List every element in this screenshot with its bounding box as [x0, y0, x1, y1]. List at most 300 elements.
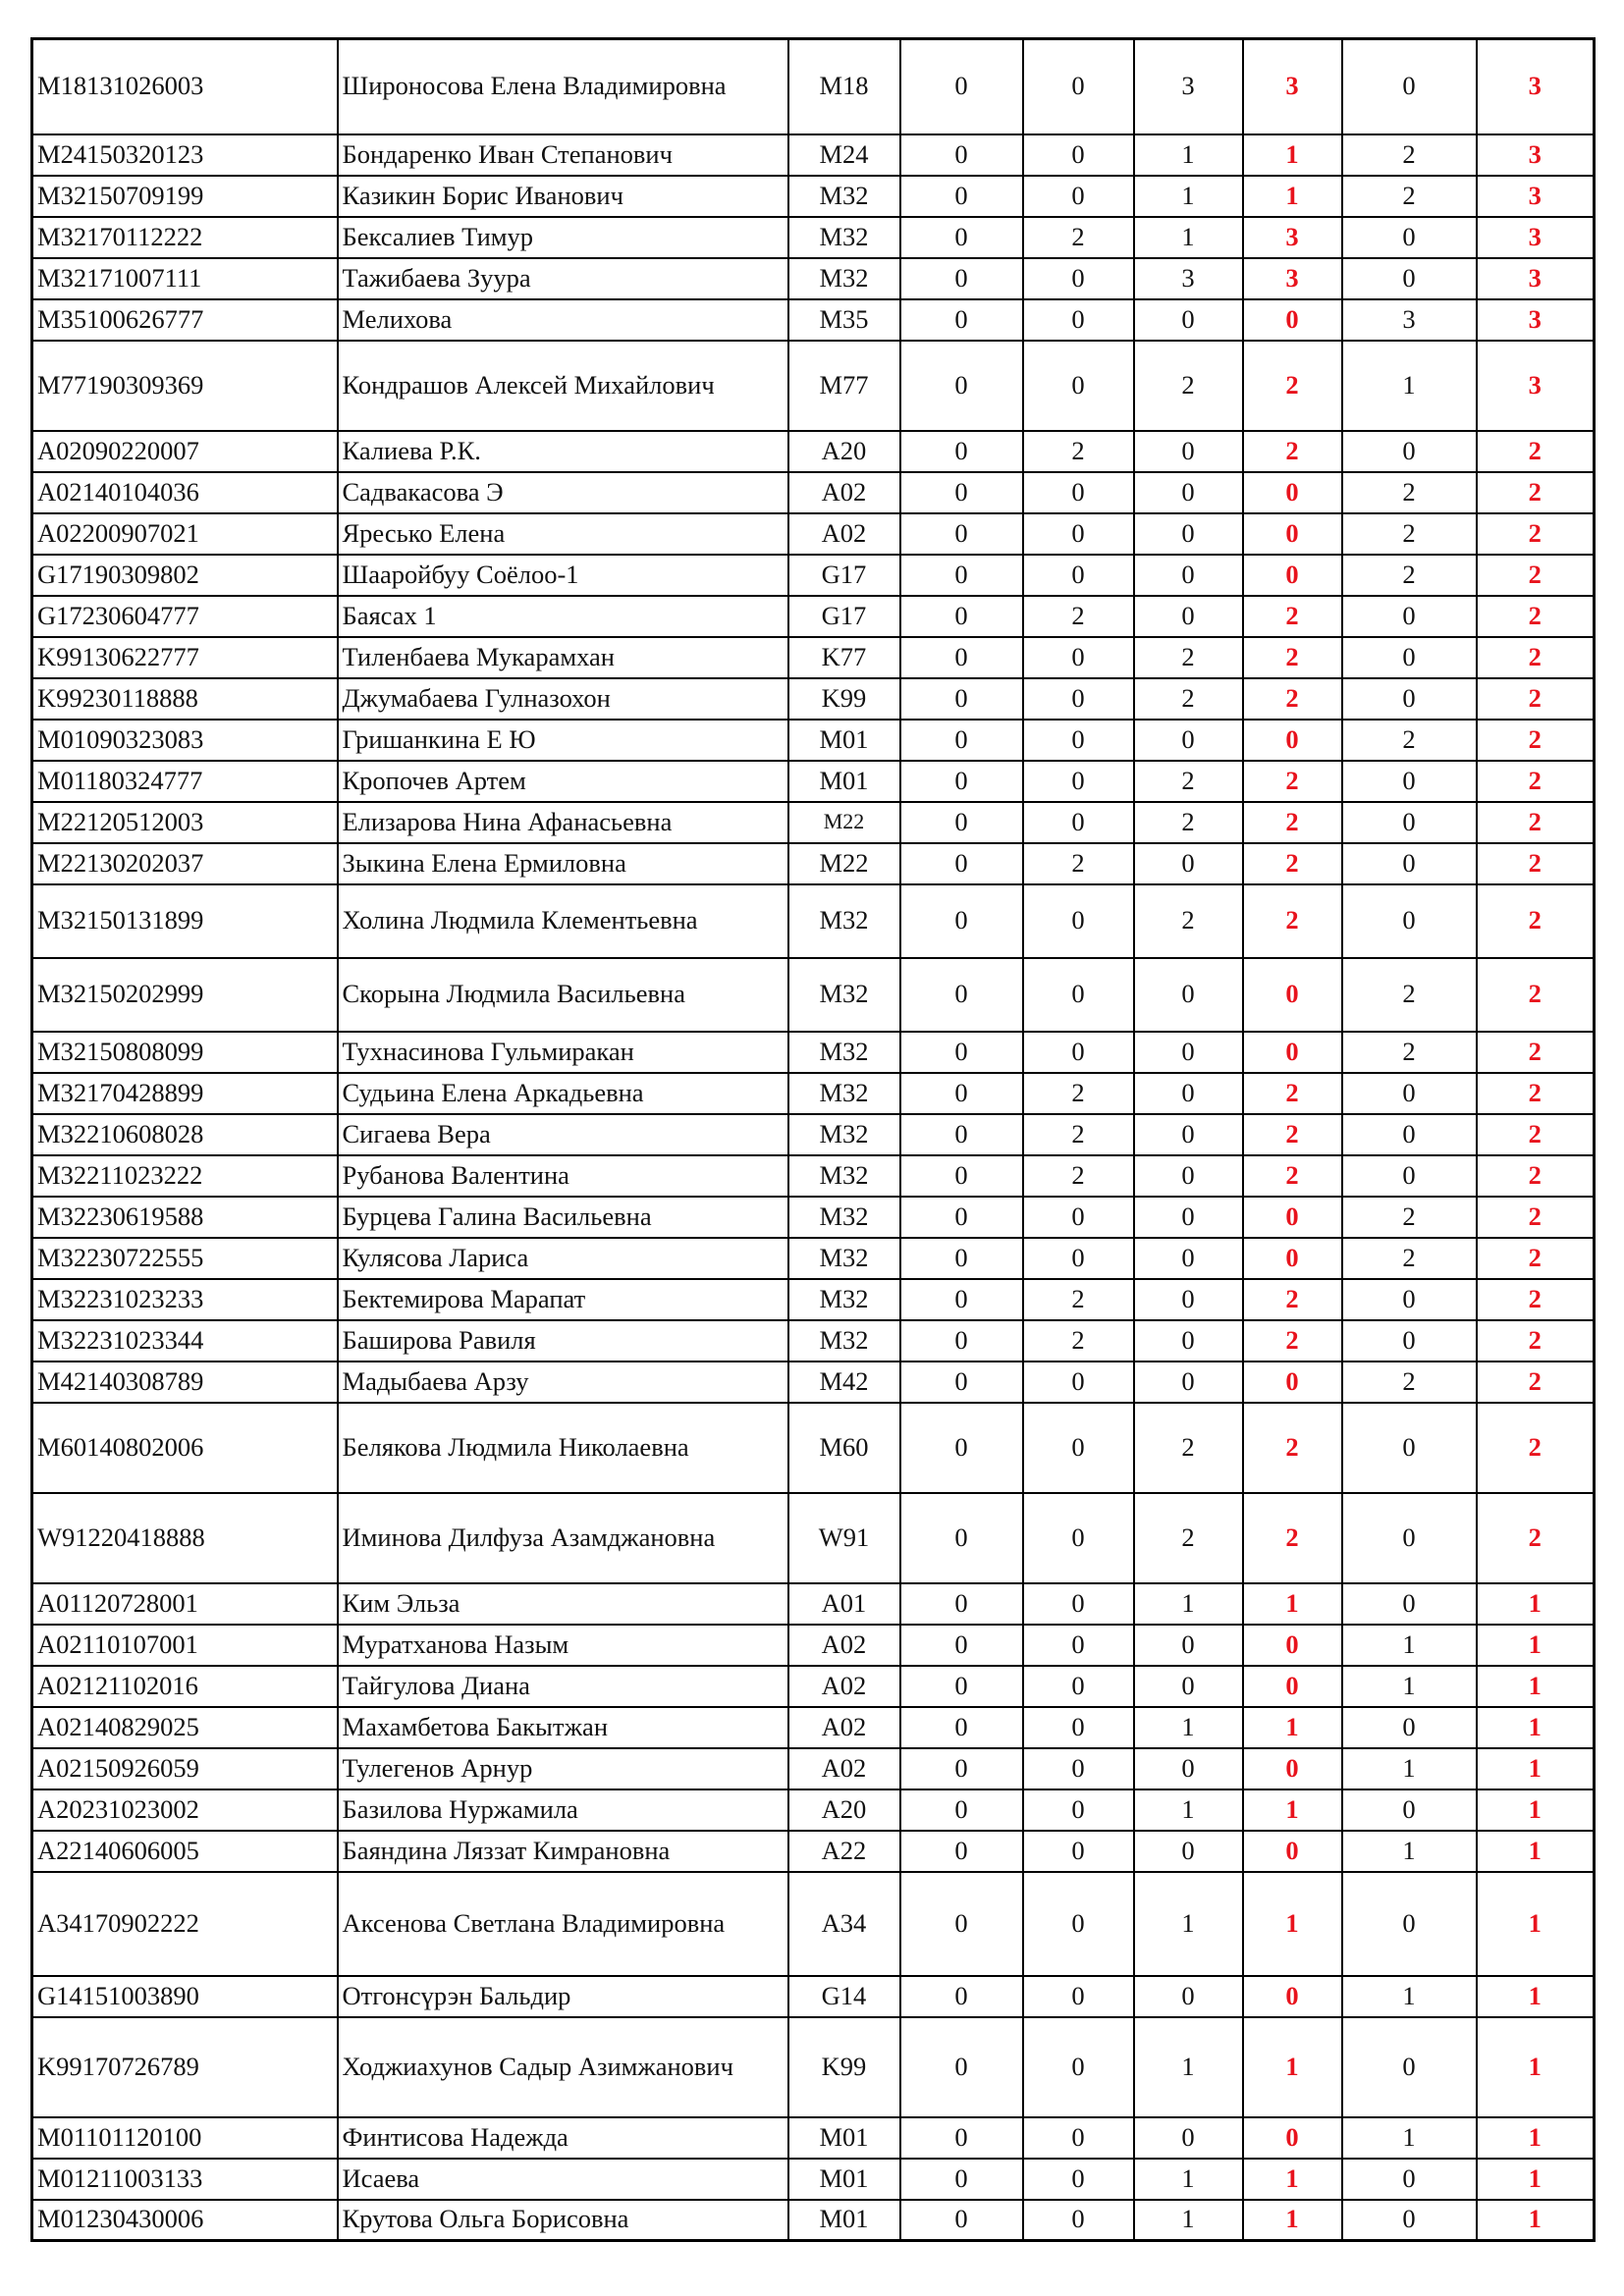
score-3: 2 [1134, 1403, 1243, 1493]
region-code: M32 [788, 1238, 900, 1279]
score-2: 0 [1023, 2159, 1134, 2200]
region-code: A02 [788, 1625, 900, 1666]
score-3: 3 [1134, 39, 1243, 134]
score-1: 0 [900, 761, 1023, 802]
participant-name: Кондрашов Алексей Михайлович [338, 341, 788, 431]
region-code: K99 [788, 678, 900, 720]
participant-code: M60140802006 [32, 1403, 338, 1493]
total: 3 [1477, 39, 1595, 134]
table-row [32, 1279, 1595, 1320]
score-5: 0 [1342, 2017, 1477, 2117]
total: 1 [1477, 1872, 1595, 1976]
participant-name: Холина Людмила Клементьевна [338, 884, 788, 958]
score-2: 0 [1023, 39, 1134, 134]
region-code: M32 [788, 1279, 900, 1320]
region-code: M32 [788, 1073, 900, 1114]
participant-code: M32171007111 [32, 258, 338, 299]
total: 2 [1477, 1155, 1595, 1197]
table-row [32, 1032, 1595, 1073]
subtotal: 2 [1243, 1279, 1342, 1320]
table-row [32, 1493, 1595, 1583]
participant-code: A02121102016 [32, 1666, 338, 1707]
total: 2 [1477, 761, 1595, 802]
score-3: 1 [1134, 217, 1243, 258]
score-5: 2 [1342, 1238, 1477, 1279]
score-2: 0 [1023, 720, 1134, 761]
participant-name: Гришанкина Е Ю [338, 720, 788, 761]
score-3: 2 [1134, 341, 1243, 431]
score-2: 2 [1023, 1073, 1134, 1114]
participant-name: Скорына Людмила Васильевна [338, 958, 788, 1032]
score-1: 0 [900, 1493, 1023, 1583]
score-2: 2 [1023, 431, 1134, 472]
total: 1 [1477, 1666, 1595, 1707]
table-row [32, 2117, 1595, 2159]
subtotal: 1 [1243, 134, 1342, 176]
score-1: 0 [900, 1197, 1023, 1238]
participant-code: G17230604777 [32, 596, 338, 637]
participant-code: M32231023344 [32, 1320, 338, 1362]
subtotal: 2 [1243, 341, 1342, 431]
participant-code: A02090220007 [32, 431, 338, 472]
score-3: 1 [1134, 1707, 1243, 1748]
participant-code: A34170902222 [32, 1872, 338, 1976]
subtotal: 3 [1243, 39, 1342, 134]
total: 2 [1477, 678, 1595, 720]
score-1: 0 [900, 2159, 1023, 2200]
table-row [32, 843, 1595, 884]
participant-name: Финтисова Надежда [338, 2117, 788, 2159]
score-3: 0 [1134, 2117, 1243, 2159]
table-row [32, 1872, 1595, 1976]
subtotal: 0 [1243, 958, 1342, 1032]
participant-name: Баширова Равиля [338, 1320, 788, 1362]
participant-name: Бурцева Галина Васильевна [338, 1197, 788, 1238]
region-code: M32 [788, 176, 900, 217]
region-code: M01 [788, 2200, 900, 2241]
score-2: 0 [1023, 176, 1134, 217]
score-1: 0 [900, 431, 1023, 472]
table-row [32, 761, 1595, 802]
score-5: 1 [1342, 1976, 1477, 2017]
table-row [32, 431, 1595, 472]
subtotal: 2 [1243, 1073, 1342, 1114]
score-1: 0 [900, 39, 1023, 134]
score-2: 0 [1023, 637, 1134, 678]
score-2: 0 [1023, 2117, 1134, 2159]
score-3: 0 [1134, 1976, 1243, 2017]
total: 2 [1477, 1362, 1595, 1403]
total: 3 [1477, 258, 1595, 299]
participant-name: Тухнасинова Гульмиракан [338, 1032, 788, 1073]
region-code: K77 [788, 637, 900, 678]
score-2: 0 [1023, 1238, 1134, 1279]
participant-code: M22120512003 [32, 802, 338, 843]
score-5: 0 [1342, 1493, 1477, 1583]
score-1: 0 [900, 1666, 1023, 1707]
participant-code: A02140104036 [32, 472, 338, 513]
region-code: M01 [788, 2159, 900, 2200]
total: 2 [1477, 1403, 1595, 1493]
score-5: 2 [1342, 1197, 1477, 1238]
table-row [32, 1831, 1595, 1872]
participant-code: M01230430006 [32, 2200, 338, 2241]
score-1: 0 [900, 720, 1023, 761]
score-2: 0 [1023, 958, 1134, 1032]
score-2: 0 [1023, 258, 1134, 299]
region-code: M32 [788, 1197, 900, 1238]
score-3: 0 [1134, 472, 1243, 513]
table-row [32, 1197, 1595, 1238]
score-2: 0 [1023, 513, 1134, 555]
score-3: 0 [1134, 1032, 1243, 1073]
total: 2 [1477, 720, 1595, 761]
score-1: 0 [900, 2200, 1023, 2241]
participant-name: Джумабаева Гулназохон [338, 678, 788, 720]
region-code: M32 [788, 1114, 900, 1155]
region-code: M24 [788, 134, 900, 176]
subtotal: 2 [1243, 1403, 1342, 1493]
total: 1 [1477, 1707, 1595, 1748]
total: 1 [1477, 2017, 1595, 2117]
score-3: 1 [1134, 2017, 1243, 2117]
score-3: 0 [1134, 1197, 1243, 1238]
score-1: 0 [900, 596, 1023, 637]
total: 2 [1477, 884, 1595, 958]
table-row [32, 1666, 1595, 1707]
score-1: 0 [900, 1114, 1023, 1155]
score-2: 0 [1023, 1032, 1134, 1073]
score-5: 0 [1342, 2200, 1477, 2241]
score-1: 0 [900, 1625, 1023, 1666]
score-3: 0 [1134, 1625, 1243, 1666]
score-1: 0 [900, 472, 1023, 513]
participant-name: Ким Эльза [338, 1583, 788, 1625]
subtotal: 2 [1243, 1493, 1342, 1583]
table-row [32, 1707, 1595, 1748]
score-3: 2 [1134, 1493, 1243, 1583]
table-row [32, 1748, 1595, 1789]
table-row [32, 678, 1595, 720]
participant-name: Баяндина Ляззат Кимрановна [338, 1831, 788, 1872]
score-3: 0 [1134, 431, 1243, 472]
score-5: 3 [1342, 299, 1477, 341]
participant-name: Бондаренко Иван Степанович [338, 134, 788, 176]
subtotal: 2 [1243, 637, 1342, 678]
results-table-body [32, 39, 1595, 2241]
participant-code: M32150709199 [32, 176, 338, 217]
region-code: A02 [788, 1748, 900, 1789]
subtotal: 1 [1243, 1872, 1342, 1976]
table-row [32, 39, 1595, 134]
score-5: 0 [1342, 1872, 1477, 1976]
score-1: 0 [900, 1155, 1023, 1197]
participant-code: M18131026003 [32, 39, 338, 134]
subtotal: 0 [1243, 513, 1342, 555]
subtotal: 2 [1243, 678, 1342, 720]
score-3: 0 [1134, 513, 1243, 555]
participant-code: M32231023233 [32, 1279, 338, 1320]
subtotal: 0 [1243, 472, 1342, 513]
score-2: 0 [1023, 134, 1134, 176]
participant-name: Судьина Елена Аркадьевна [338, 1073, 788, 1114]
score-3: 0 [1134, 1238, 1243, 1279]
region-code: M42 [788, 1362, 900, 1403]
subtotal: 2 [1243, 431, 1342, 472]
participant-code: M01211003133 [32, 2159, 338, 2200]
score-2: 0 [1023, 1831, 1134, 1872]
score-2: 0 [1023, 1493, 1134, 1583]
total: 2 [1477, 637, 1595, 678]
participant-name: Тулегенов Арнур [338, 1748, 788, 1789]
participant-code: M24150320123 [32, 134, 338, 176]
participant-name: Казикин Борис Иванович [338, 176, 788, 217]
score-2: 0 [1023, 884, 1134, 958]
participant-name: Садвакасова Э [338, 472, 788, 513]
total: 2 [1477, 431, 1595, 472]
score-1: 0 [900, 1032, 1023, 1073]
participant-name: Тиленбаева Мукарамхан [338, 637, 788, 678]
total: 3 [1477, 176, 1595, 217]
score-5: 2 [1342, 134, 1477, 176]
score-3: 0 [1134, 958, 1243, 1032]
participant-code: M32211023222 [32, 1155, 338, 1197]
participant-code: M01090323083 [32, 720, 338, 761]
table-row [32, 1403, 1595, 1493]
score-3: 0 [1134, 843, 1243, 884]
subtotal: 0 [1243, 299, 1342, 341]
score-3: 0 [1134, 1073, 1243, 1114]
participant-code: M42140308789 [32, 1362, 338, 1403]
score-1: 0 [900, 1362, 1023, 1403]
subtotal: 0 [1243, 2117, 1342, 2159]
score-1: 0 [900, 1831, 1023, 1872]
score-2: 0 [1023, 1403, 1134, 1493]
region-code: A02 [788, 1666, 900, 1707]
score-3: 0 [1134, 596, 1243, 637]
score-5: 0 [1342, 843, 1477, 884]
score-1: 0 [900, 1707, 1023, 1748]
participant-name: Белякова Людмила Николаевна [338, 1403, 788, 1493]
table-row [32, 802, 1595, 843]
participant-code: A01120728001 [32, 1583, 338, 1625]
total: 1 [1477, 2200, 1595, 2241]
participant-name: Бексалиев Тимур [338, 217, 788, 258]
region-code: W91 [788, 1493, 900, 1583]
score-1: 0 [900, 1789, 1023, 1831]
subtotal: 2 [1243, 596, 1342, 637]
score-1: 0 [900, 843, 1023, 884]
region-code: M01 [788, 720, 900, 761]
participant-code: M35100626777 [32, 299, 338, 341]
score-5: 1 [1342, 2117, 1477, 2159]
subtotal: 3 [1243, 258, 1342, 299]
score-2: 0 [1023, 341, 1134, 431]
subtotal: 1 [1243, 2200, 1342, 2241]
participant-code: K99230118888 [32, 678, 338, 720]
score-5: 2 [1342, 176, 1477, 217]
score-3: 1 [1134, 1789, 1243, 1831]
score-5: 0 [1342, 39, 1477, 134]
score-5: 0 [1342, 1320, 1477, 1362]
table-row [32, 1789, 1595, 1831]
region-code: A02 [788, 472, 900, 513]
participant-code: M01101120100 [32, 2117, 338, 2159]
participant-code: A02110107001 [32, 1625, 338, 1666]
region-code: A20 [788, 431, 900, 472]
score-5: 0 [1342, 258, 1477, 299]
subtotal: 2 [1243, 1320, 1342, 1362]
participant-code: M32230722555 [32, 1238, 338, 1279]
table-row [32, 1238, 1595, 1279]
total: 2 [1477, 1493, 1595, 1583]
subtotal: 1 [1243, 2017, 1342, 2117]
subtotal: 1 [1243, 176, 1342, 217]
score-5: 0 [1342, 1789, 1477, 1831]
region-code: G17 [788, 555, 900, 596]
region-code: M32 [788, 258, 900, 299]
table-row [32, 958, 1595, 1032]
score-1: 0 [900, 555, 1023, 596]
participant-name: Сигаева Вера [338, 1114, 788, 1155]
participant-code: M32210608028 [32, 1114, 338, 1155]
score-3: 0 [1134, 1320, 1243, 1362]
participant-name: Тайгулова Диана [338, 1666, 788, 1707]
score-5: 0 [1342, 1279, 1477, 1320]
score-1: 0 [900, 884, 1023, 958]
score-3: 2 [1134, 761, 1243, 802]
score-1: 0 [900, 1279, 1023, 1320]
score-2: 0 [1023, 1197, 1134, 1238]
score-1: 0 [900, 1976, 1023, 2017]
region-code: M22 [788, 843, 900, 884]
participant-name: Исаева [338, 2159, 788, 2200]
region-code: M01 [788, 2117, 900, 2159]
score-2: 2 [1023, 596, 1134, 637]
score-3: 3 [1134, 258, 1243, 299]
table-row [32, 2017, 1595, 2117]
subtotal: 0 [1243, 555, 1342, 596]
score-5: 0 [1342, 802, 1477, 843]
table-row [32, 2200, 1595, 2241]
participant-code: M32230619588 [32, 1197, 338, 1238]
score-3: 1 [1134, 2159, 1243, 2200]
subtotal: 0 [1243, 1238, 1342, 1279]
total: 1 [1477, 1831, 1595, 1872]
score-3: 0 [1134, 1748, 1243, 1789]
total: 2 [1477, 1032, 1595, 1073]
region-code: M32 [788, 217, 900, 258]
score-1: 0 [900, 176, 1023, 217]
total: 1 [1477, 1625, 1595, 1666]
participant-name: Аксенова Светлана Владимировна [338, 1872, 788, 1976]
participant-name: Мелихова [338, 299, 788, 341]
table-row [32, 472, 1595, 513]
total: 2 [1477, 472, 1595, 513]
participant-name: Крутова Ольга Борисовна [338, 2200, 788, 2241]
score-5: 0 [1342, 1403, 1477, 1493]
participant-name: Базилова Нуржамила [338, 1789, 788, 1831]
score-2: 0 [1023, 555, 1134, 596]
table-row [32, 637, 1595, 678]
region-code: M35 [788, 299, 900, 341]
score-1: 0 [900, 134, 1023, 176]
table-row [32, 217, 1595, 258]
total: 1 [1477, 1748, 1595, 1789]
participant-name: Широносова Елена Владимировна [338, 39, 788, 134]
subtotal: 0 [1243, 1748, 1342, 1789]
table-row [32, 1362, 1595, 1403]
score-3: 1 [1134, 1872, 1243, 1976]
score-2: 0 [1023, 1748, 1134, 1789]
subtotal: 0 [1243, 1831, 1342, 1872]
total: 2 [1477, 843, 1595, 884]
score-2: 0 [1023, 802, 1134, 843]
total: 2 [1477, 1073, 1595, 1114]
score-3: 0 [1134, 1155, 1243, 1197]
participant-code: A02200907021 [32, 513, 338, 555]
score-3: 0 [1134, 555, 1243, 596]
score-1: 0 [900, 1320, 1023, 1362]
table-row [32, 176, 1595, 217]
score-5: 0 [1342, 1114, 1477, 1155]
score-3: 2 [1134, 884, 1243, 958]
subtotal: 0 [1243, 1625, 1342, 1666]
table-row [32, 258, 1595, 299]
region-code: M32 [788, 1320, 900, 1362]
score-5: 1 [1342, 1625, 1477, 1666]
score-2: 0 [1023, 2017, 1134, 2117]
table-row [32, 134, 1595, 176]
region-code: A22 [788, 1831, 900, 1872]
total: 2 [1477, 1238, 1595, 1279]
table-row [32, 1155, 1595, 1197]
score-2: 2 [1023, 843, 1134, 884]
score-2: 2 [1023, 1320, 1134, 1362]
total: 1 [1477, 2117, 1595, 2159]
score-5: 1 [1342, 1666, 1477, 1707]
participant-code: M32150131899 [32, 884, 338, 958]
table-row [32, 720, 1595, 761]
participant-code: W91220418888 [32, 1493, 338, 1583]
region-code: K99 [788, 2017, 900, 2117]
score-1: 0 [900, 958, 1023, 1032]
participant-name: Кулясова Лариса [338, 1238, 788, 1279]
participant-code: K99130622777 [32, 637, 338, 678]
participant-code: A02150926059 [32, 1748, 338, 1789]
subtotal: 3 [1243, 217, 1342, 258]
region-code: M22 [788, 802, 900, 843]
score-5: 0 [1342, 761, 1477, 802]
score-3: 1 [1134, 176, 1243, 217]
region-code: A20 [788, 1789, 900, 1831]
participant-name: Ходжиахунов Садыр Азимжанович [338, 2017, 788, 2117]
participant-code: A02140829025 [32, 1707, 338, 1748]
subtotal: 0 [1243, 1362, 1342, 1403]
score-3: 0 [1134, 720, 1243, 761]
table-row [32, 1073, 1595, 1114]
score-1: 0 [900, 1403, 1023, 1493]
score-1: 0 [900, 217, 1023, 258]
score-5: 1 [1342, 1831, 1477, 1872]
score-1: 0 [900, 341, 1023, 431]
score-2: 2 [1023, 1279, 1134, 1320]
total: 2 [1477, 802, 1595, 843]
score-1: 0 [900, 802, 1023, 843]
score-2: 0 [1023, 1707, 1134, 1748]
region-code: A02 [788, 513, 900, 555]
region-code: A34 [788, 1872, 900, 1976]
